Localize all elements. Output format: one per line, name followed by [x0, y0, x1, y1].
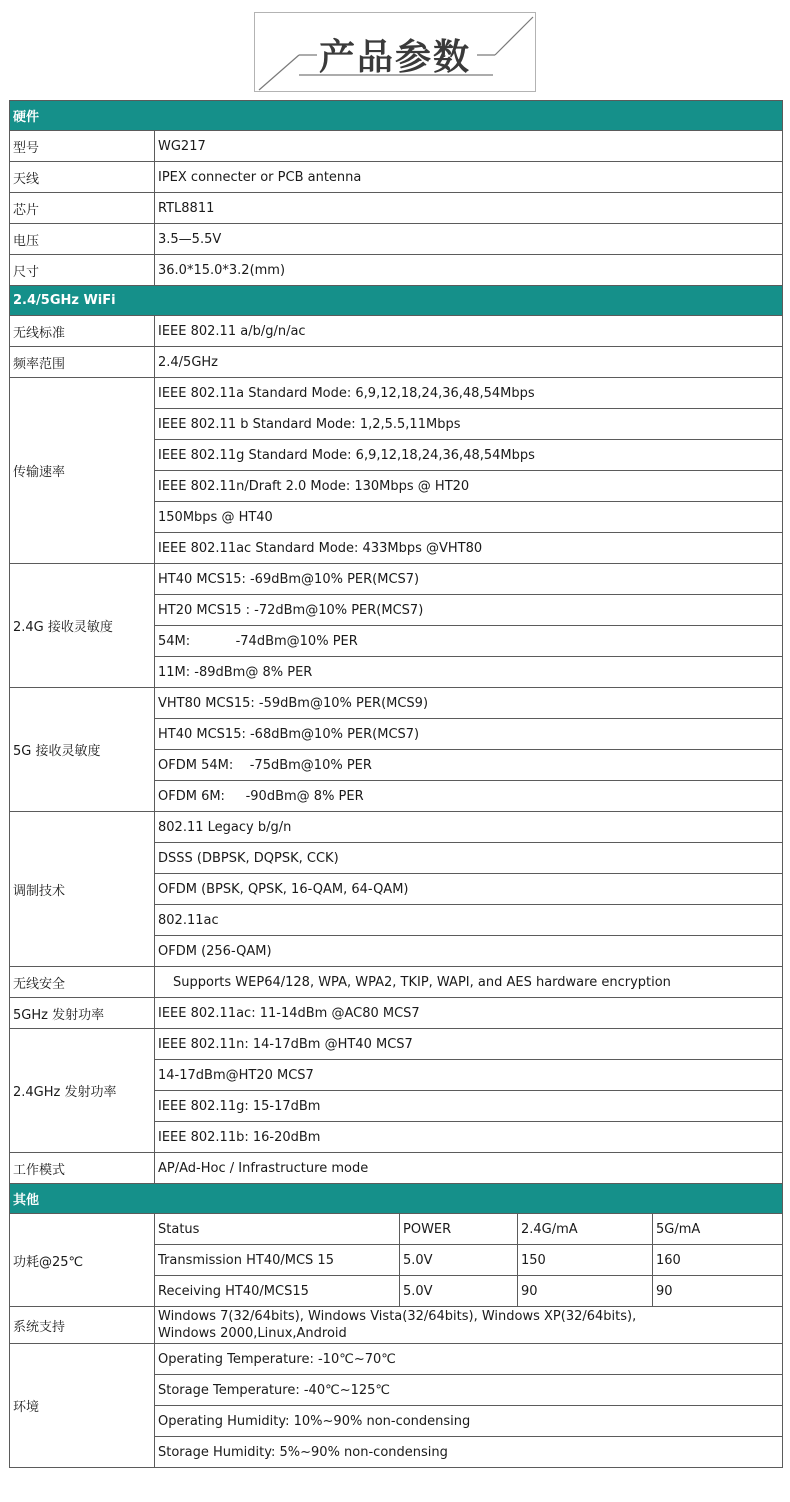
table-row	[10, 347, 783, 378]
row-label: 系统支持	[10, 1307, 155, 1344]
row-value: VHT80 MCS15: -59dBm@10% PER(MCS9)	[155, 688, 783, 719]
row-label: 芯片	[10, 193, 155, 224]
table-row	[10, 998, 783, 1029]
row-value: IEEE 802.11 a/b/g/n/ac	[155, 316, 783, 347]
power-header-cell: 5G/mA	[653, 1214, 783, 1245]
row-value: 14-17dBm@HT20 MCS7	[155, 1060, 783, 1091]
row-value: IEEE 802.11ac Standard Mode: 433Mbps @VHT80	[155, 533, 783, 564]
power-cell: 160	[653, 1245, 783, 1276]
table-row	[10, 1029, 783, 1060]
row-value: OFDM 54M: -75dBm@10% PER	[155, 750, 783, 781]
spec-table	[9, 100, 783, 1468]
row-label: 电压	[10, 224, 155, 255]
row-value: Storage Humidity: 5%~90% non-condensing	[155, 1437, 783, 1468]
table-row	[10, 1214, 783, 1245]
section-title: 其他	[10, 1184, 783, 1214]
row-value: IEEE 802.11b: 16-20dBm	[155, 1122, 783, 1153]
row-value: Operating Temperature: -10℃~70℃	[155, 1344, 783, 1375]
section-hardware	[10, 101, 783, 131]
row-value: 3.5—5.5V	[155, 224, 783, 255]
table-row	[10, 1153, 783, 1184]
power-cell: 150	[518, 1245, 653, 1276]
table-row	[10, 316, 783, 347]
row-value: IEEE 802.11g Standard Mode: 6,9,12,18,24,36,48,54Mbps	[155, 440, 783, 471]
row-value: IEEE 802.11 b Standard Mode: 1,2,5.5,11Mbps	[155, 409, 783, 440]
power-cell: 5.0V	[400, 1245, 518, 1276]
row-value: AP/Ad-Hoc / Infrastructure mode	[155, 1153, 783, 1184]
table-row	[10, 162, 783, 193]
row-value: IEEE 802.11g: 15-17dBm	[155, 1091, 783, 1122]
section-other	[10, 1184, 783, 1214]
row-value: OFDM (256-QAM)	[155, 936, 783, 967]
row-label: 调制技术	[10, 812, 155, 967]
power-header-cell: 2.4G/mA	[518, 1214, 653, 1245]
table-row	[10, 967, 783, 998]
row-value: 2.4/5GHz	[155, 347, 783, 378]
row-value: 150Mbps @ HT40	[155, 502, 783, 533]
row-value: Supports WEP64/128, WPA, WPA2, TKIP, WAPI, and AES hardware encryption	[155, 967, 783, 998]
row-label: 频率范围	[10, 347, 155, 378]
table-row	[10, 224, 783, 255]
section-title: 硬件	[10, 101, 783, 131]
table-row	[10, 378, 783, 409]
row-value: RTL8811	[155, 193, 783, 224]
row-label: 无线标准	[10, 316, 155, 347]
row-value: IEEE 802.11n/Draft 2.0 Mode: 130Mbps @ HT20	[155, 471, 783, 502]
table-row	[10, 688, 783, 719]
row-label: 功耗@25℃	[10, 1214, 155, 1307]
table-row	[10, 131, 783, 162]
power-header-cell: Status	[155, 1214, 400, 1245]
power-header-cell: POWER	[400, 1214, 518, 1245]
table-row	[10, 193, 783, 224]
section-title: 2.4/5GHz WiFi	[10, 286, 783, 316]
table-row	[10, 564, 783, 595]
row-value: IPEX connecter or PCB antenna	[155, 162, 783, 193]
row-label: 无线安全	[10, 967, 155, 998]
row-label: 5GHz 发射功率	[10, 998, 155, 1029]
row-value: Windows 7(32/64bits), Windows Vista(32/64bits), Windows XP(32/64bits), Windows 2000,Linux,Android	[155, 1307, 783, 1344]
power-cell: 90	[653, 1276, 783, 1307]
row-value: OFDM (BPSK, QPSK, 16-QAM, 64-QAM)	[155, 874, 783, 905]
row-label: 天线	[10, 162, 155, 193]
row-value: 36.0*15.0*3.2(mm)	[155, 255, 783, 286]
table-row	[10, 1307, 783, 1344]
row-label: 型号	[10, 131, 155, 162]
row-value: IEEE 802.11ac: 11-14dBm @AC80 MCS7	[155, 998, 783, 1029]
power-cell: 90	[518, 1276, 653, 1307]
power-cell: Transmission HT40/MCS 15	[155, 1245, 400, 1276]
row-value: Operating Humidity: 10%~90% non-condensing	[155, 1406, 783, 1437]
row-value: HT40 MCS15: -69dBm@10% PER(MCS7)	[155, 564, 783, 595]
row-value: DSSS (DBPSK, DQPSK, CCK)	[155, 843, 783, 874]
row-label: 尺寸	[10, 255, 155, 286]
table-row	[10, 1344, 783, 1375]
title-box	[254, 12, 536, 92]
row-value: HT20 MCS15 : -72dBm@10% PER(MCS7)	[155, 595, 783, 626]
power-cell: Receiving HT40/MCS15	[155, 1276, 400, 1307]
row-label: 5G 接收灵敏度	[10, 688, 155, 812]
row-value: OFDM 6M: -90dBm@ 8% PER	[155, 781, 783, 812]
section-wifi	[10, 286, 783, 316]
power-cell: 5.0V	[400, 1276, 518, 1307]
row-label: 2.4GHz 发射功率	[10, 1029, 155, 1153]
table-row	[10, 812, 783, 843]
row-value: IEEE 802.11a Standard Mode: 6,9,12,18,24,36,48,54Mbps	[155, 378, 783, 409]
row-value: IEEE 802.11n: 14-17dBm @HT40 MCS7	[155, 1029, 783, 1060]
row-value: HT40 MCS15: -68dBm@10% PER(MCS7)	[155, 719, 783, 750]
row-value: 802.11ac	[155, 905, 783, 936]
row-label: 工作模式	[10, 1153, 155, 1184]
row-value: 802.11 Legacy b/g/n	[155, 812, 783, 843]
row-label: 传输速率	[10, 378, 155, 564]
row-label: 2.4G 接收灵敏度	[10, 564, 155, 688]
table-row	[10, 255, 783, 286]
row-value: 54M: -74dBm@10% PER	[155, 626, 783, 657]
row-value: WG217	[155, 131, 783, 162]
page-title: 产品参数	[318, 37, 471, 78]
row-value: 11M: -89dBm@ 8% PER	[155, 657, 783, 688]
row-label: 环境	[10, 1344, 155, 1468]
row-value: Storage Temperature: -40℃~125℃	[155, 1375, 783, 1406]
